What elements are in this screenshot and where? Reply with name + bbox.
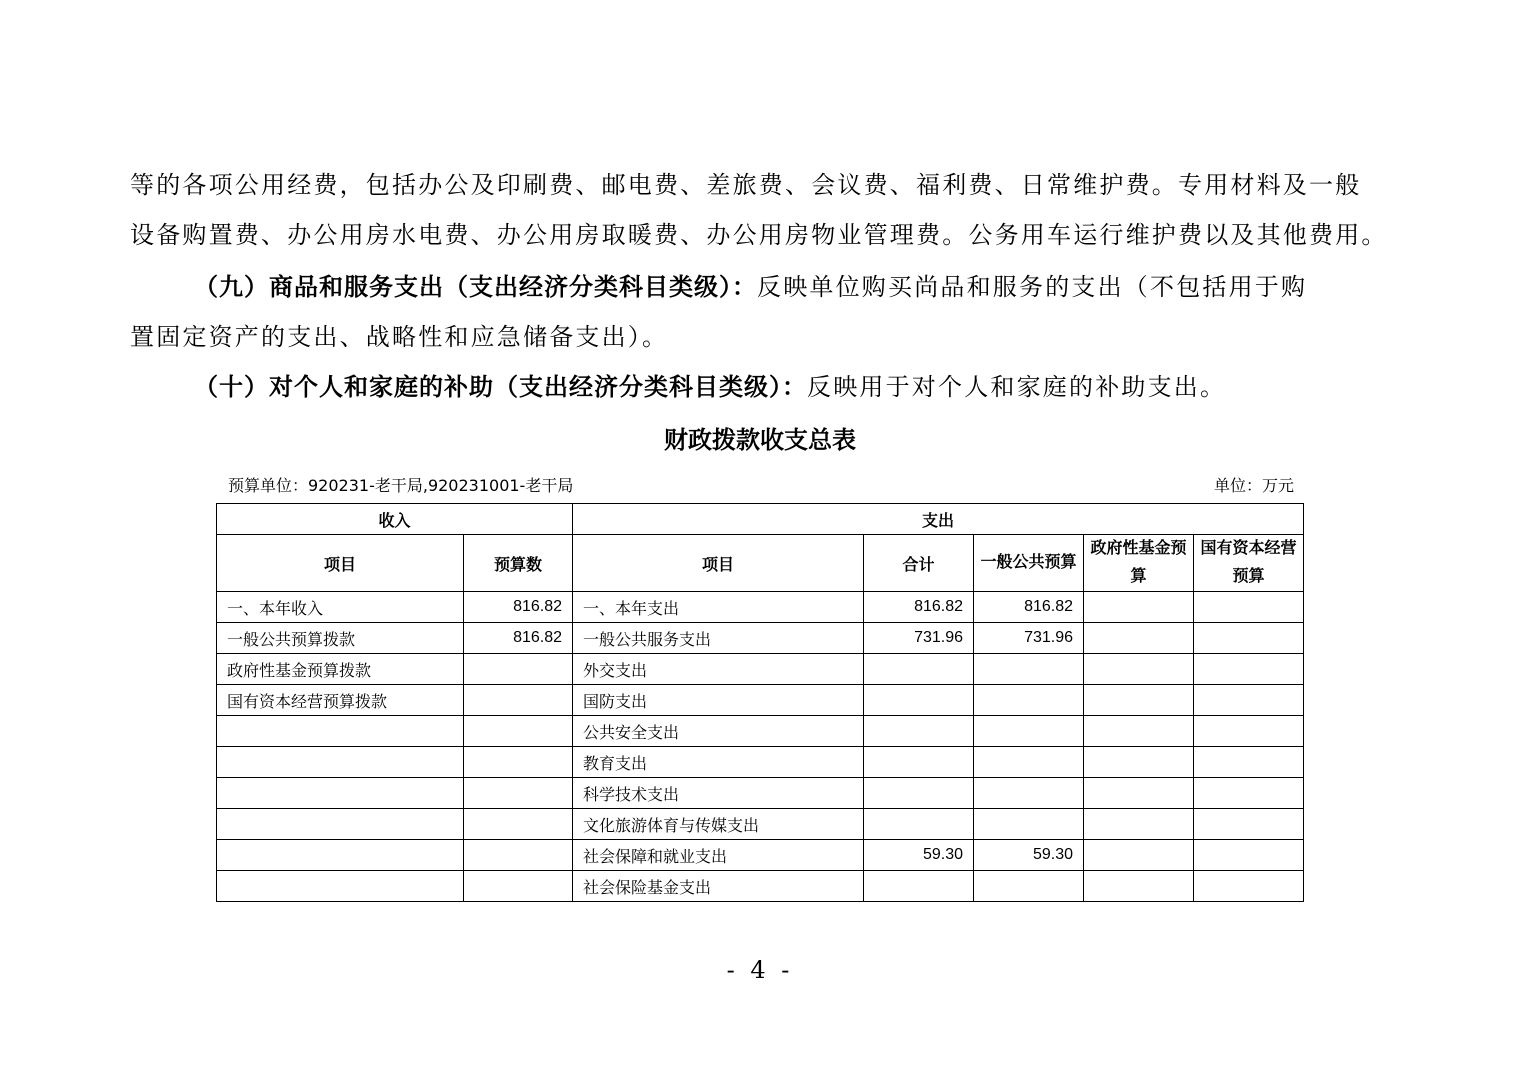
expense-item-cell: 社会保障和就业支出 [573, 840, 864, 871]
table-subheader-row [217, 535, 1304, 592]
income-item-cell: 国有资本经营预算拨款 [217, 685, 464, 716]
income-item-cell: 一般公共预算拨款 [217, 623, 464, 654]
table-row [217, 871, 1304, 902]
state-capital-cell [1194, 778, 1304, 809]
budget-amount-header: 预算数 [464, 535, 573, 592]
budget-unit-label: 预算单位：920231-老干局,920231001-老干局 [228, 476, 574, 495]
total-cell [864, 685, 974, 716]
income-item-cell [217, 778, 464, 809]
expense-item-cell: 科学技术支出 [573, 778, 864, 809]
expense-item-cell: 国防支出 [573, 685, 864, 716]
table-row [217, 654, 1304, 685]
total-cell [864, 716, 974, 747]
paragraph-heading: （九）商品和服务支出（支出经济分类科目类级）： [194, 273, 757, 301]
income-amount-cell: 816.82 [464, 623, 573, 654]
table-row [217, 809, 1304, 840]
general-budget-cell [974, 685, 1084, 716]
expense-item-cell: 社会保险基金支出 [573, 871, 864, 902]
budget-summary-table [216, 503, 1304, 902]
income-item-cell [217, 747, 464, 778]
table-row [217, 623, 1304, 654]
general-budget-cell: 731.96 [974, 623, 1084, 654]
paragraph-ten [194, 362, 1392, 412]
paragraph-line: 等的各项公用经费，包括办公及印刷费、邮电费、差旅费、会议费、福利费、日常维护费。专用材料及一般 [130, 171, 1362, 199]
table-title: 财政拨款收支总表 [664, 426, 856, 454]
total-cell [864, 654, 974, 685]
gov-fund-cell [1084, 716, 1194, 747]
table-row [217, 592, 1304, 623]
expense-item-header: 项目 [573, 535, 864, 592]
table-row [217, 840, 1304, 871]
total-cell: 731.96 [864, 623, 974, 654]
gov-fund-cell [1084, 592, 1194, 623]
income-amount-cell [464, 840, 573, 871]
gov-fund-cell [1084, 840, 1194, 871]
state-capital-cell [1194, 654, 1304, 685]
income-amount-cell [464, 685, 573, 716]
income-item-cell [217, 716, 464, 747]
table-row [217, 716, 1304, 747]
state-capital-cell [1194, 747, 1304, 778]
income-item-cell [217, 809, 464, 840]
state-capital-cell [1194, 840, 1304, 871]
income-item-cell [217, 871, 464, 902]
table-header-row [217, 504, 1304, 535]
income-amount-cell [464, 871, 573, 902]
table-row [217, 778, 1304, 809]
paragraph-heading: （十）对个人和家庭的补助（支出经济分类科目类级）： [194, 373, 807, 401]
total-cell [864, 809, 974, 840]
income-amount-cell [464, 747, 573, 778]
paragraph-text: 反映单位购买尚品和服务的支出（不包括用于购 [757, 273, 1308, 301]
total-cell: 816.82 [864, 592, 974, 623]
gov-fund-cell [1084, 871, 1194, 902]
total-cell [864, 778, 974, 809]
income-amount-cell [464, 809, 573, 840]
gov-fund-cell [1084, 654, 1194, 685]
general-budget-header: 一般公共预算 [974, 535, 1084, 592]
currency-unit-label: 单位：万元 [1213, 476, 1294, 495]
total-header: 合计 [864, 535, 974, 592]
income-item-cell: 政府性基金预算拨款 [217, 654, 464, 685]
state-capital-cell [1194, 809, 1304, 840]
expense-item-cell: 公共安全支出 [573, 716, 864, 747]
gov-fund-cell [1084, 623, 1194, 654]
state-capital-cell [1194, 623, 1304, 654]
gov-fund-cell [1084, 747, 1194, 778]
gov-fund-budget-header: 政府性基金预算 [1084, 535, 1194, 592]
state-capital-budget-header: 国有资本经营预算 [1194, 535, 1304, 592]
expense-header: 支出 [573, 504, 1304, 535]
state-capital-cell [1194, 716, 1304, 747]
state-capital-cell [1194, 685, 1304, 716]
income-amount-cell [464, 716, 573, 747]
gov-fund-cell [1084, 809, 1194, 840]
income-amount-cell [464, 654, 573, 685]
table-row [217, 747, 1304, 778]
paragraph-line: 置固定资产的支出、战略性和应急储备支出）。 [130, 323, 669, 351]
total-cell [864, 747, 974, 778]
state-capital-cell [1194, 871, 1304, 902]
income-header: 收入 [217, 504, 573, 535]
expense-item-cell: 文化旅游体育与传媒支出 [573, 809, 864, 840]
gov-fund-cell [1084, 778, 1194, 809]
income-amount-cell: 816.82 [464, 592, 573, 623]
expense-item-cell: 外交支出 [573, 654, 864, 685]
income-amount-cell [464, 778, 573, 809]
general-budget-cell [974, 778, 1084, 809]
paragraph-nine [194, 262, 1392, 312]
expense-item-cell: 教育支出 [573, 747, 864, 778]
general-budget-cell [974, 809, 1084, 840]
expense-item-cell: 一般公共服务支出 [573, 623, 864, 654]
general-budget-cell: 816.82 [974, 592, 1084, 623]
state-capital-cell [1194, 592, 1304, 623]
gov-fund-cell [1084, 685, 1194, 716]
paragraph-line: 设备购置费、办公用房水电费、办公用房取暖费、办公用房物业管理费。公务用车运行维护费以及其他费用。 [130, 221, 1388, 249]
income-item-cell: 一、本年收入 [217, 592, 464, 623]
general-budget-cell: 59.30 [974, 840, 1084, 871]
total-cell: 59.30 [864, 840, 974, 871]
expense-item-cell: 一、本年支出 [573, 592, 864, 623]
general-budget-cell [974, 716, 1084, 747]
income-item-header: 项目 [217, 535, 464, 592]
page-number: - 4 - [726, 956, 794, 984]
general-budget-cell [974, 871, 1084, 902]
total-cell [864, 871, 974, 902]
general-budget-cell [974, 747, 1084, 778]
income-item-cell [217, 840, 464, 871]
table-row [217, 685, 1304, 716]
paragraph-text: 反映用于对个人和家庭的补助支出。 [807, 373, 1227, 401]
general-budget-cell [974, 654, 1084, 685]
